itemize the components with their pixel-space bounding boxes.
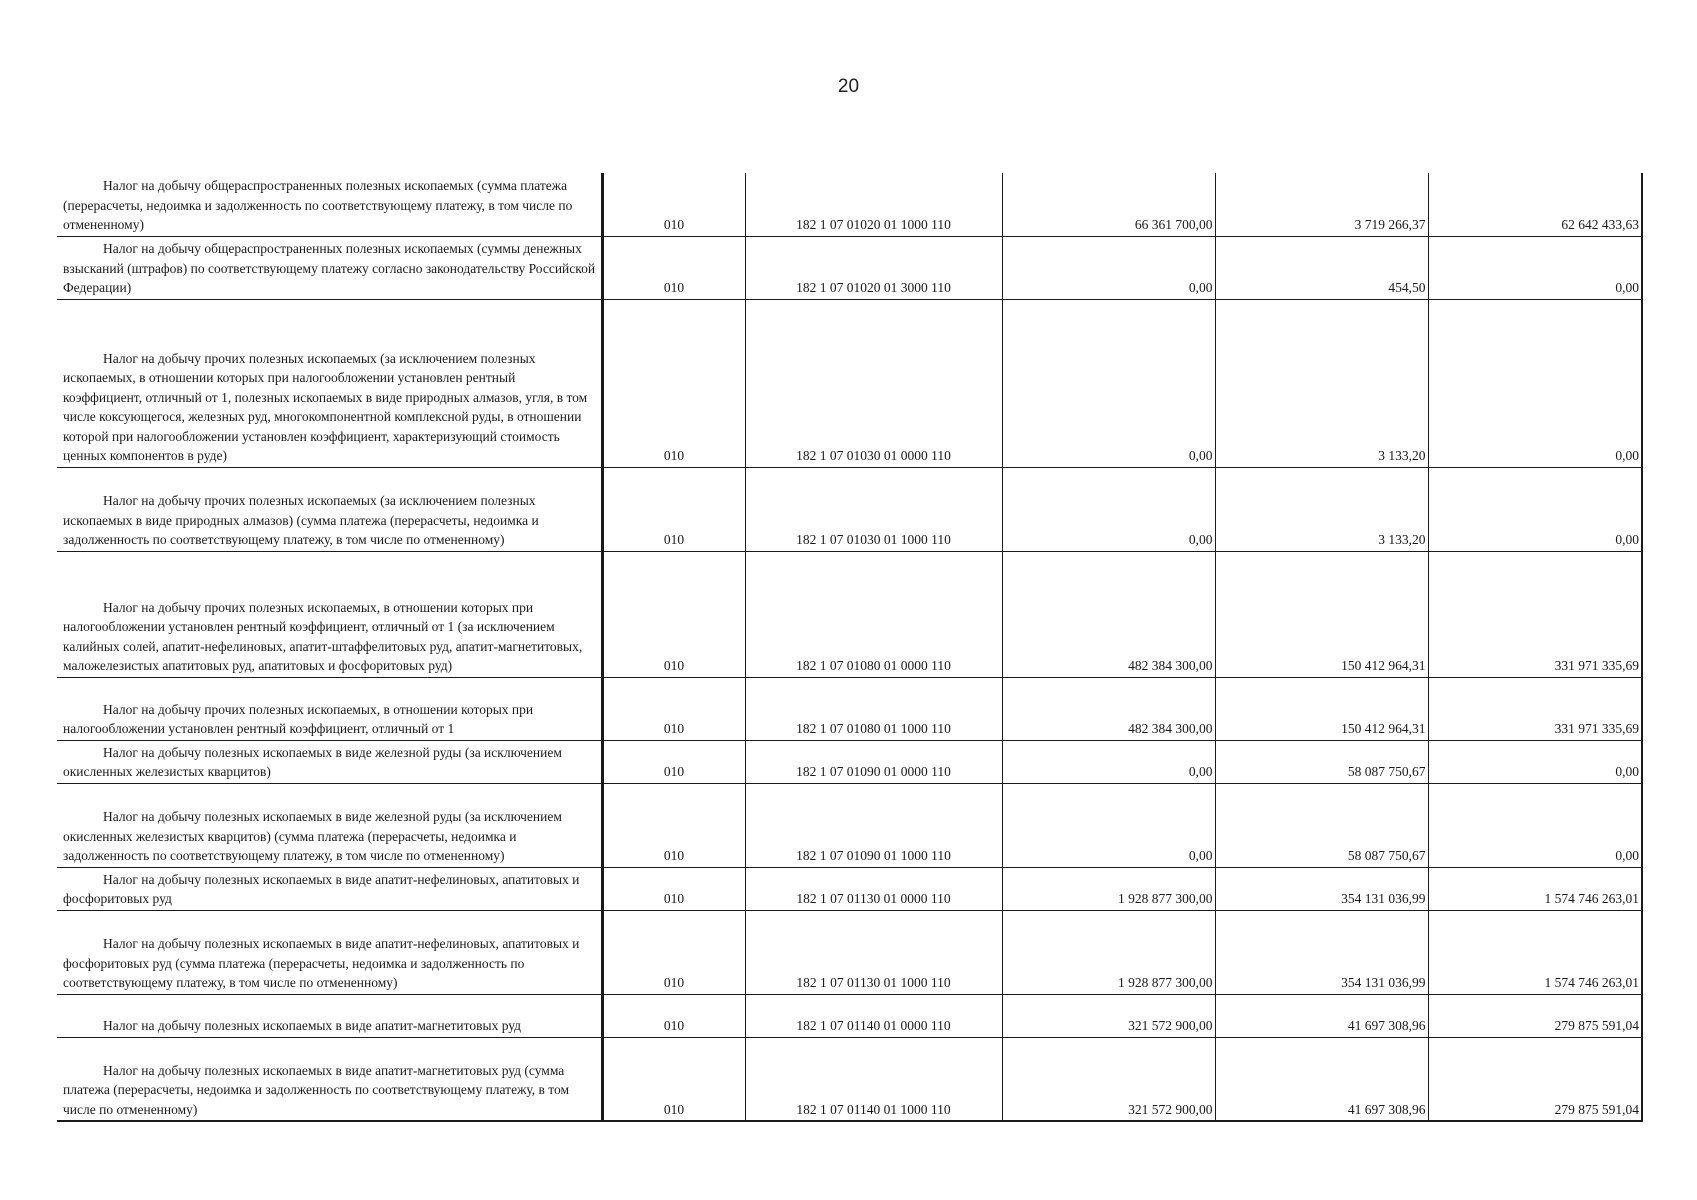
row-executed: 150 412 964,31 (1215, 551, 1428, 677)
row-line-code: 010 (602, 994, 745, 1037)
row-remaining: 331 971 335,69 (1428, 677, 1642, 740)
row-name: Налог на добычу полезных ископаемых в виде апатит-магнетитовых руд (57, 994, 602, 1037)
table-row (57, 173, 1642, 236)
row-approved: 482 384 300,00 (1002, 551, 1215, 677)
row-line-code: 010 (602, 1037, 745, 1121)
row-remaining: 0,00 (1428, 236, 1642, 299)
row-budget-code: 182 1 07 01130 01 1000 110 (745, 910, 1002, 994)
row-budget-code: 182 1 07 01020 01 1000 110 (745, 173, 1002, 236)
table-row (57, 783, 1642, 867)
row-remaining: 0,00 (1428, 740, 1642, 783)
row-approved: 0,00 (1002, 467, 1215, 551)
row-executed: 41 697 308,96 (1215, 994, 1428, 1037)
table-row (57, 910, 1642, 994)
row-line-code: 010 (602, 867, 745, 910)
row-budget-code: 182 1 07 01090 01 0000 110 (745, 740, 1002, 783)
row-line-code: 010 (602, 740, 745, 783)
row-remaining: 0,00 (1428, 299, 1642, 467)
row-approved: 0,00 (1002, 740, 1215, 783)
row-line-code: 010 (602, 467, 745, 551)
row-name: Налог на добычу прочих полезных ископаемых (за исключением полезных ископаемых, в отношении которых при налогообложении установлен рентный коэффициент, отличный от 1, полезных ископаемых в виде природных алмазов, угля, в том числе коксующегося, железных руд, многокомпонентной комплексной руды, в отношении которой при налогообложении установлен коэффициент, характеризующий стоимость ценных компонентов в руде) (57, 299, 602, 467)
table-row (57, 299, 1642, 467)
row-line-code: 010 (602, 910, 745, 994)
row-remaining: 0,00 (1428, 467, 1642, 551)
row-line-code: 010 (602, 173, 745, 236)
row-name: Налог на добычу прочих полезных ископаемых (за исключением полезных ископаемых в виде природных алмазов) (сумма платежа (перерасчеты, недоимка и задолженность по соответствующему платежу, в том числе по отмененному) (57, 467, 602, 551)
table-row (57, 867, 1642, 910)
row-executed: 3 133,20 (1215, 299, 1428, 467)
row-name: Налог на добычу полезных ископаемых в виде апатит-магнетитовых руд (сумма платежа (перерасчеты, недоимка и задолженность по соответствующему платежу, в том числе по отмененному) (57, 1037, 602, 1121)
row-remaining: 331 971 335,69 (1428, 551, 1642, 677)
row-budget-code: 182 1 07 01090 01 1000 110 (745, 783, 1002, 867)
row-line-code: 010 (602, 236, 745, 299)
row-approved: 1 928 877 300,00 (1002, 910, 1215, 994)
row-approved: 0,00 (1002, 299, 1215, 467)
row-remaining: 1 574 746 263,01 (1428, 910, 1642, 994)
page-number: 20 (837, 76, 860, 97)
row-line-code: 010 (602, 299, 745, 467)
row-executed: 354 131 036,99 (1215, 910, 1428, 994)
row-budget-code: 182 1 07 01020 01 3000 110 (745, 236, 1002, 299)
revenue-table (57, 173, 1643, 1122)
row-approved: 66 361 700,00 (1002, 173, 1215, 236)
row-executed: 41 697 308,96 (1215, 1037, 1428, 1121)
row-remaining: 279 875 591,04 (1428, 994, 1642, 1037)
table-row (57, 1037, 1642, 1121)
row-name: Налог на добычу полезных ископаемых в виде железной руды (за исключением окисленных железистых кварцитов) (сумма платежа (перерасчеты, недоимка и задолженность по соответствующему платежу, в том числе по отмененному) (57, 783, 602, 867)
row-line-code: 010 (602, 551, 745, 677)
table-row (57, 467, 1642, 551)
row-remaining: 279 875 591,04 (1428, 1037, 1642, 1121)
table-row (57, 740, 1642, 783)
row-name: Налог на добычу общераспространенных полезных ископаемых (сумма платежа (перерасчеты, недоимка и задолженность по соответствующему платежу, в том числе по отмененному) (57, 173, 602, 236)
row-approved: 321 572 900,00 (1002, 1037, 1215, 1121)
row-budget-code: 182 1 07 01140 01 0000 110 (745, 994, 1002, 1037)
row-name: Налог на добычу полезных ископаемых в виде железной руды (за исключением окисленных железистых кварцитов) (57, 740, 602, 783)
row-executed: 354 131 036,99 (1215, 867, 1428, 910)
row-budget-code: 182 1 07 01030 01 1000 110 (745, 467, 1002, 551)
row-executed: 58 087 750,67 (1215, 740, 1428, 783)
row-name: Налог на добычу прочих полезных ископаемых, в отношении которых при налогообложении установлен рентный коэффициент, отличный от 1 (за исключением калийных солей, апатит-нефелиновых, апатит-штаффелитовых руд, апатит-магнетитовых, маложелезистых апатитовых руд, апатитовых и фосфоритовых руд) (57, 551, 602, 677)
row-executed: 58 087 750,67 (1215, 783, 1428, 867)
table-row (57, 677, 1642, 740)
row-approved: 321 572 900,00 (1002, 994, 1215, 1037)
row-executed: 150 412 964,31 (1215, 677, 1428, 740)
row-approved: 0,00 (1002, 783, 1215, 867)
row-budget-code: 182 1 07 01080 01 0000 110 (745, 551, 1002, 677)
row-remaining: 1 574 746 263,01 (1428, 867, 1642, 910)
row-line-code: 010 (602, 783, 745, 867)
row-name: Налог на добычу прочих полезных ископаемых, в отношении которых при налогообложении установлен рентный коэффициент, отличный от 1 (57, 677, 602, 740)
row-name: Налог на добычу общераспространенных полезных ископаемых (суммы денежных взысканий (штрафов) по соответствующему платежу согласно законодательству Российской Федерации) (57, 236, 602, 299)
row-executed: 454,50 (1215, 236, 1428, 299)
table-row (57, 551, 1642, 677)
row-budget-code: 182 1 07 01080 01 1000 110 (745, 677, 1002, 740)
row-budget-code: 182 1 07 01030 01 0000 110 (745, 299, 1002, 467)
row-approved: 482 384 300,00 (1002, 677, 1215, 740)
row-name: Налог на добычу полезных ископаемых в виде апатит-нефелиновых, апатитовых и фосфоритовых руд (57, 867, 602, 910)
row-executed: 3 719 266,37 (1215, 173, 1428, 236)
table-row (57, 236, 1642, 299)
row-line-code: 010 (602, 677, 745, 740)
row-budget-code: 182 1 07 01140 01 1000 110 (745, 1037, 1002, 1121)
row-remaining: 62 642 433,63 (1428, 173, 1642, 236)
table-row (57, 994, 1642, 1037)
row-name: Налог на добычу полезных ископаемых в виде апатит-нефелиновых, апатитовых и фосфоритовых руд (сумма платежа (перерасчеты, недоимка и задолженность по соответствующему платежу, в том числе по отмененному) (57, 910, 602, 994)
row-approved: 0,00 (1002, 236, 1215, 299)
row-remaining: 0,00 (1428, 783, 1642, 867)
row-approved: 1 928 877 300,00 (1002, 867, 1215, 910)
row-executed: 3 133,20 (1215, 467, 1428, 551)
row-budget-code: 182 1 07 01130 01 0000 110 (745, 867, 1002, 910)
